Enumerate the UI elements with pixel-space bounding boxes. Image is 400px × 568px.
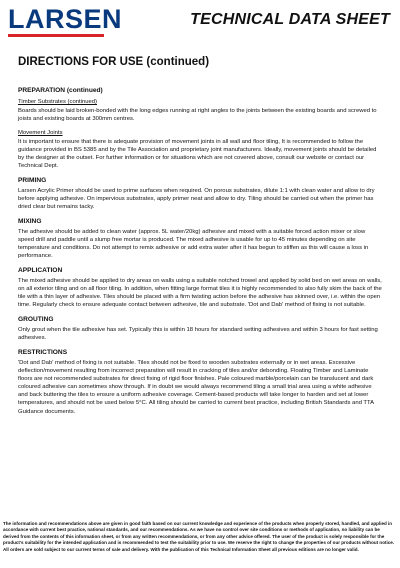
paragraph-priming: Larsen Acrylic Primer should be used to prime surfaces when required. On porous substrates, dilute 1:1 with clean water and allow to dry before applying adhesive. On impervious substrates, apply primer neat and allow to dry. Tiling should be carried out when the primer has dried clear but remains tacky.: [18, 187, 375, 210]
document-body: [18, 56, 382, 423]
subheading-movement-joints: Movement Joints: [18, 129, 63, 136]
paragraph-movement-joints: It is important to ensure that there is adequate provision of movement joints in all wall and floor tiling, It is recommended to follow the guidance provided in BS 5385 and by the Tile Association and proprietary joint manufacturers. Ideally, movement joints should be detailed by the designer at the outset. For further information or for situations which are not covered above, consult our website or contact our Technical Dept.: [18, 138, 377, 169]
section-priming: [18, 177, 382, 211]
section-preparation: [18, 87, 382, 170]
section-application: [18, 267, 382, 309]
section-title-restrictions: RESTRICTIONS: [18, 349, 68, 357]
page-heading: DIRECTIONS FOR USE (continued): [18, 56, 210, 68]
section-title-priming: PRIMING: [18, 177, 47, 185]
document-title: TECHNICAL DATA SHEET: [190, 11, 390, 28]
section-mixing: [18, 218, 382, 260]
footer-disclaimer: The information and recommendations above are given in good faith based on our current knowledge and experience of the products when properly stored, handled, and applied in accordance with current best practice, national standards, and our recommendations. As we have no control over site conditions or methods of application, no liability can be derived from the contents of this information sheet, or from any written recommendations, or from any other advice offered. The user of the product is solely responsible for the product's suitability for the intended application and is recommended to test the suitability prior to use. We reserve the right to change the properties of our products without notice. All orders are sold subject to our current terms of sale and delivery. With the publication of this Technical Information Sheet all previous editions are no longer valid.: [3, 521, 395, 552]
subheading-timber-substrates: Timber Substrates (continued): [18, 99, 98, 106]
section-title-mixing: MIXING: [18, 218, 42, 226]
section-title-preparation: PREPARATION (continued): [18, 86, 103, 94]
paragraph-grouting: Only grout when the tile adhesive has set. Typically this is within 18 hours for standard setting adhesives and within 3 hours for fast setting adhesives.: [18, 326, 378, 342]
section-title-grouting: GROUTING: [18, 316, 54, 324]
paragraph-restrictions: 'Dot and Dab' method of fixing is not suitable. Tiles should not be fixed to wooden substrates externally or in wet areas. Excessive deflection/movement resulting from incorrect preparation will result in cracking of tiles and/or debonding. Floating Timber and Laminate floors are not recommended substrates for direct fixing of rigid floor finishes. Pale coloured marble/porcelain can be translucent and dark coloured adhesive can sometimes show through. If in doubt we would always recommend tiling a small trial area using a white adhesive and back buttering the tiles to ensure a uniform adhesive coverage. Cement-based products will take longer to harden and set at lower temperatures, and should not be used below 5°C. All tiling should be carried to current best practice, including British Standards and TTA Guidance documents.: [18, 359, 374, 415]
section-title-application: APPLICATION: [18, 267, 63, 275]
paragraph-application: The mixed adhesive should be applied to dry areas on walls using a suitable notched trowel and applied by solid bed on wet areas on walls, on all exterior tiling and on all floor tiling. In addition, when fitting large format tiles it is highly recommended to also fully skim the back of the tile with a thin layer of adhesive. Tiles should be placed with a firm twisting action before the adhesive has skinned over, i.e. within the open time. Regularly check to ensure adequate contact between adhesive, tile and substrate. 'Dot and Dab' method of fixing is not suitable.: [18, 277, 382, 309]
paragraph-mixing: The adhesive should be added to clean water (approx. 5L water/20kg) adhesive and mixed with a suitable forced action mixer or slow speed drill and paddle until a slump free mortar is produced. The mixed adhesive is usable for up to 45 minutes depending on site temperature and conditions. Do not attempt to remix adhesive or add extra water after it has begun to stiffen as this will cause a loss in performance.: [18, 228, 369, 260]
larsen-logo: LARSEN: [8, 4, 123, 34]
section-grouting: [18, 316, 382, 342]
page-header: [0, 0, 400, 44]
section-restrictions: [18, 349, 382, 416]
paragraph-timber-substrates: Boards should be laid broken-bonded with the long edges running at right angles to the joints between the existing boards and screwed to joists and existing boards at 300mm centres.: [18, 108, 377, 123]
logo-underline: [8, 34, 104, 37]
